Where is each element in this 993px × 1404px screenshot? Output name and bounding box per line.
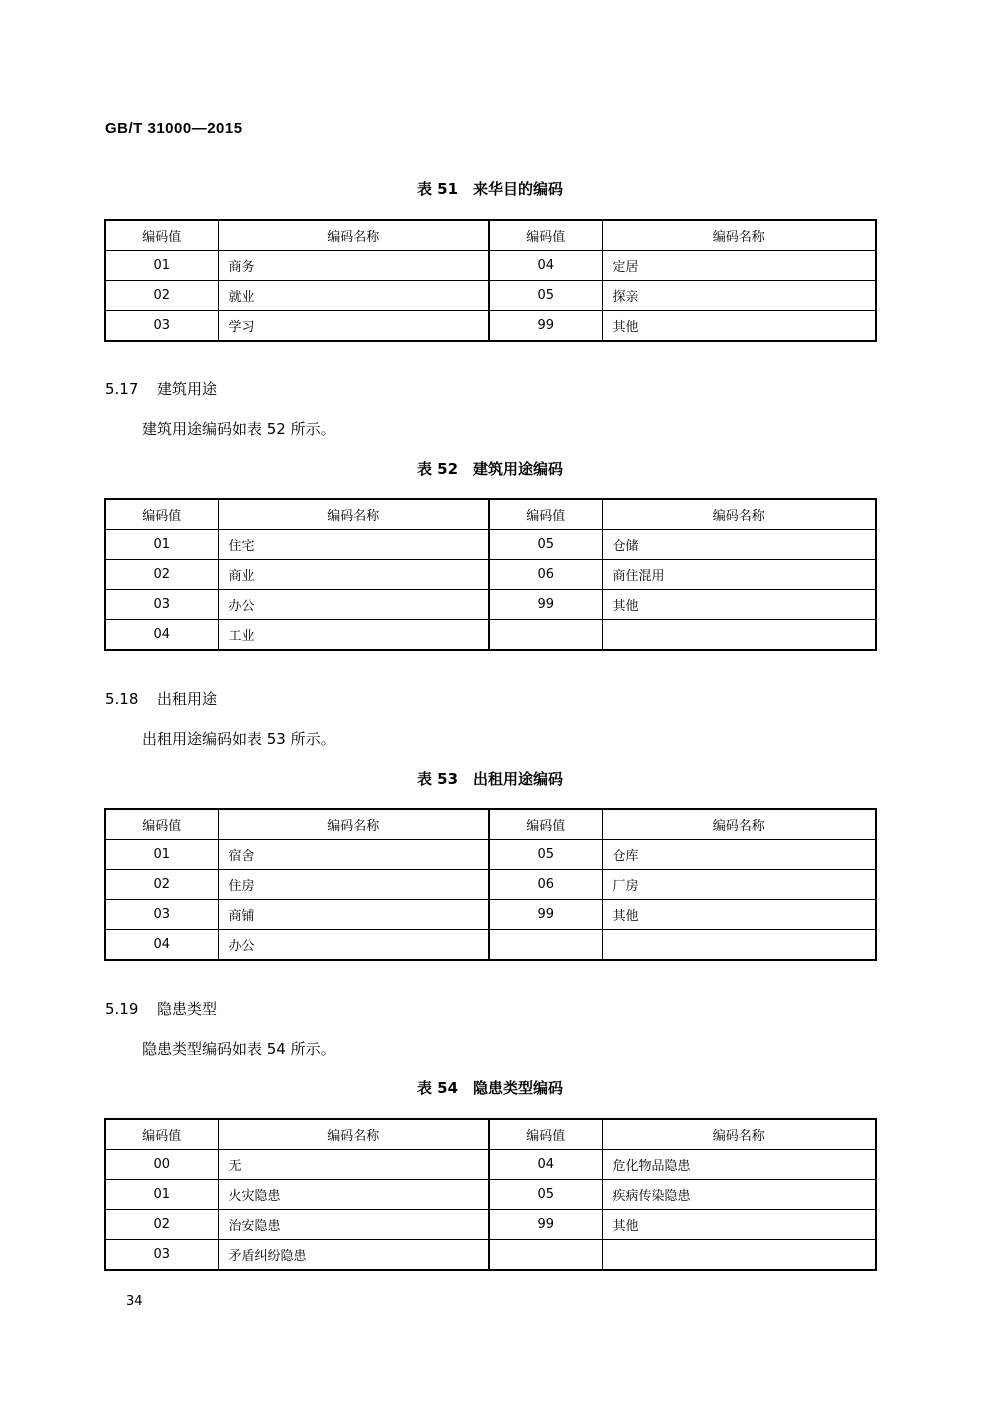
page-number: 34 (126, 1294, 143, 1309)
header-code-name: 编码名称 (602, 1119, 876, 1150)
table-52-caption: 表 52 建筑用途编码 (416, 460, 564, 478)
section-title: 建筑用途 (157, 380, 218, 398)
table-54-caption: 表 54 隐患类型编码 (416, 1079, 564, 1097)
section-heading-5-18 (105, 688, 217, 709)
code-name: 商业 (218, 560, 489, 590)
code-value: 02 (105, 560, 218, 590)
table-header-row (105, 499, 876, 530)
code-name: 疾病传染隐患 (602, 1180, 876, 1210)
table-row (105, 1150, 876, 1180)
header-code-value: 编码值 (489, 220, 602, 251)
header-code-value: 编码值 (105, 1119, 218, 1150)
table-header-row (105, 1119, 876, 1150)
table-row (105, 1210, 876, 1240)
section-number: 5.19 (105, 1000, 139, 1018)
code-value: 04 (105, 930, 218, 961)
header-code-value: 编码值 (489, 1119, 602, 1150)
code-name (602, 1240, 876, 1271)
code-name: 工业 (218, 620, 489, 651)
code-value: 02 (105, 281, 218, 311)
code-name: 住房 (218, 870, 489, 900)
code-name: 无 (218, 1150, 489, 1180)
code-value: 04 (489, 1150, 602, 1180)
code-name: 厂房 (602, 870, 876, 900)
code-value: 03 (105, 590, 218, 620)
section-title: 出租用途 (157, 690, 218, 708)
code-value: 02 (105, 870, 218, 900)
code-name: 仓储 (602, 530, 876, 560)
header-code-name: 编码名称 (218, 1119, 489, 1150)
section-number: 5.17 (105, 380, 139, 398)
header-code-name: 编码名称 (218, 220, 489, 251)
code-value: 04 (489, 251, 602, 281)
code-value: 99 (489, 311, 602, 342)
section-title: 隐患类型 (157, 1000, 218, 1018)
table-52 (104, 498, 877, 651)
code-name: 商务 (218, 251, 489, 281)
table-row (105, 900, 876, 930)
table-row (105, 870, 876, 900)
header-code-value: 编码值 (105, 220, 218, 251)
code-value: 01 (105, 530, 218, 560)
section-paragraph: 建筑用途编码如表 52 所示。 (142, 420, 336, 438)
code-value: 01 (105, 1180, 218, 1210)
code-value (489, 930, 602, 961)
header-code-name: 编码名称 (602, 220, 876, 251)
code-value: 00 (105, 1150, 218, 1180)
section-heading-5-19 (105, 998, 217, 1019)
table-54 (104, 1118, 877, 1271)
code-name: 学习 (218, 311, 489, 342)
header-code-value: 编码值 (105, 809, 218, 840)
table-row (105, 840, 876, 870)
code-value: 05 (489, 281, 602, 311)
code-name: 商铺 (218, 900, 489, 930)
code-name: 其他 (602, 590, 876, 620)
table-row (105, 1180, 876, 1210)
table-row (105, 560, 876, 590)
table-51-caption: 表 51 来华目的编码 (416, 180, 564, 198)
code-name: 危化物品隐患 (602, 1150, 876, 1180)
code-name: 办公 (218, 590, 489, 620)
code-name: 探亲 (602, 281, 876, 311)
code-value: 99 (489, 590, 602, 620)
code-value: 06 (489, 870, 602, 900)
header-code-name: 编码名称 (602, 499, 876, 530)
code-value: 03 (105, 900, 218, 930)
code-name: 其他 (602, 1210, 876, 1240)
table-row (105, 590, 876, 620)
header-code-value: 编码值 (105, 499, 218, 530)
table-row (105, 930, 876, 961)
code-name (602, 620, 876, 651)
table-row (105, 530, 876, 560)
code-value: 99 (489, 1210, 602, 1240)
code-value: 05 (489, 530, 602, 560)
code-value: 03 (105, 1240, 218, 1271)
code-name: 定居 (602, 251, 876, 281)
table-row (105, 281, 876, 311)
header-code-name: 编码名称 (218, 809, 489, 840)
table-row (105, 1240, 876, 1271)
code-name: 其他 (602, 311, 876, 342)
code-value: 01 (105, 840, 218, 870)
code-value: 06 (489, 560, 602, 590)
section-heading-5-17 (105, 378, 217, 399)
table-header-row (105, 220, 876, 251)
code-name: 商住混用 (602, 560, 876, 590)
code-value: 05 (489, 840, 602, 870)
code-value: 99 (489, 900, 602, 930)
code-value: 03 (105, 311, 218, 342)
table-row (105, 251, 876, 281)
code-name: 仓库 (602, 840, 876, 870)
code-name: 治安隐患 (218, 1210, 489, 1240)
table-51 (104, 219, 877, 342)
section-paragraph: 隐患类型编码如表 54 所示。 (142, 1040, 336, 1058)
code-value: 02 (105, 1210, 218, 1240)
table-row (105, 620, 876, 651)
table-header-row (105, 809, 876, 840)
code-value (489, 1240, 602, 1271)
table-53-caption: 表 53 出租用途编码 (416, 770, 564, 788)
code-name (602, 930, 876, 961)
code-value: 04 (105, 620, 218, 651)
table-53 (104, 808, 877, 961)
header-code-name: 编码名称 (602, 809, 876, 840)
code-name: 矛盾纠纷隐患 (218, 1240, 489, 1271)
section-paragraph: 出租用途编码如表 53 所示。 (142, 730, 336, 748)
code-name: 就业 (218, 281, 489, 311)
code-name: 住宅 (218, 530, 489, 560)
header-code-name: 编码名称 (218, 499, 489, 530)
table-row (105, 311, 876, 342)
code-name: 火灾隐患 (218, 1180, 489, 1210)
section-number: 5.18 (105, 690, 139, 708)
code-name: 宿舍 (218, 840, 489, 870)
code-name: 办公 (218, 930, 489, 961)
code-value (489, 620, 602, 651)
code-name: 其他 (602, 900, 876, 930)
code-value: 01 (105, 251, 218, 281)
code-value: 05 (489, 1180, 602, 1210)
header-code-value: 编码值 (489, 809, 602, 840)
header-code-value: 编码值 (489, 499, 602, 530)
standard-number: GB/T 31000—2015 (105, 120, 243, 137)
